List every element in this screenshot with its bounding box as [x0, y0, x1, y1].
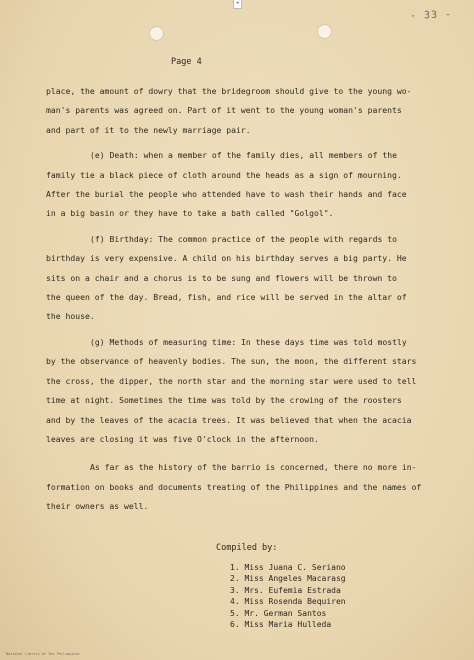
text-line: As far as the history of the barrio is concerned, there no more in-	[90, 462, 417, 473]
footer-credit: National Library of the Philippines	[6, 652, 80, 656]
paragraph-birthday	[46, 230, 446, 327]
compiler-name: 1. Miss Juana C. Seriano	[230, 563, 346, 572]
compiler-name: 5. Mr. German Santos	[230, 608, 327, 618]
compiler-name: 3. Mrs. Eufemia Estrada	[230, 585, 341, 595]
compilers-list	[230, 562, 346, 630]
punch-hole-right	[317, 24, 332, 39]
text-line: the house.	[46, 311, 95, 322]
text-line: and by the leaves of the acacia trees. It was believed that when the acacia	[46, 414, 412, 425]
text-line: (f) Birthday: The common practice of the people with regards to	[90, 233, 397, 244]
text-line: the queen of the day. Bread, fish, and rice will be served in the altar of	[46, 292, 407, 303]
clip-mark: •	[233, 0, 242, 9]
paragraph-dowry	[46, 82, 446, 140]
text-line: formation on books and documents treating of the Philippines and the names of	[46, 481, 422, 492]
text-line: sits on a chair and a chorus is to be sung and flowers will be thrown to	[46, 272, 397, 283]
compiler-name: 4. Miss Rosenda Bequiren	[230, 597, 346, 607]
text-line: time at night. Sometimes the time was told by the crowing of the roosters	[46, 395, 402, 406]
compiled-by-label: Compiled by:	[216, 543, 278, 553]
paragraph-history	[46, 458, 446, 516]
text-line: (e) Death: when a member of the family dies, all members of the	[90, 150, 397, 161]
body-text	[46, 82, 446, 517]
compiler-name: 6. Miss Maria Hulleda	[230, 620, 332, 630]
compiler-name: 2. Miss Angeles Macarasg	[230, 574, 346, 584]
text-line: in a big basin or they have to take a bath called "Golgol".	[46, 208, 334, 219]
text-line: by the observance of heavenly bodies. The sun, the moon, the different stars	[46, 356, 417, 367]
page-heading: Page 4	[171, 57, 202, 67]
text-line: (g) Methods of measuring time: In these days time was told mostly	[90, 336, 407, 347]
punch-hole-left	[149, 26, 164, 41]
text-line: and part of it to the newly marriage pair.	[46, 124, 251, 135]
paragraph-measuring-time	[46, 333, 446, 449]
text-line: their owners as well.	[46, 501, 149, 512]
text-line: the cross, the dipper, the north star and the morning star were used to tell	[46, 375, 417, 386]
text-line: leaves are closing it was five O'clock in the afternoon.	[46, 433, 319, 444]
handwritten-page-number: - 33 -	[409, 9, 453, 22]
text-line: After the burial the people who attended have to wash their hands and face	[46, 189, 407, 200]
text-line: family tie a black piece of cloth around the heads as a sign of mourning.	[46, 169, 402, 180]
text-line: place, the amount of dowry that the bridegroom should give to the young wo-	[46, 86, 412, 96]
text-line: man's parents was agreed on. Part of it went to the young woman's parents	[46, 105, 402, 116]
text-line: birthday is very expensive. A child on his birthday serves a big party. He	[46, 253, 407, 264]
paragraph-death	[46, 146, 446, 224]
